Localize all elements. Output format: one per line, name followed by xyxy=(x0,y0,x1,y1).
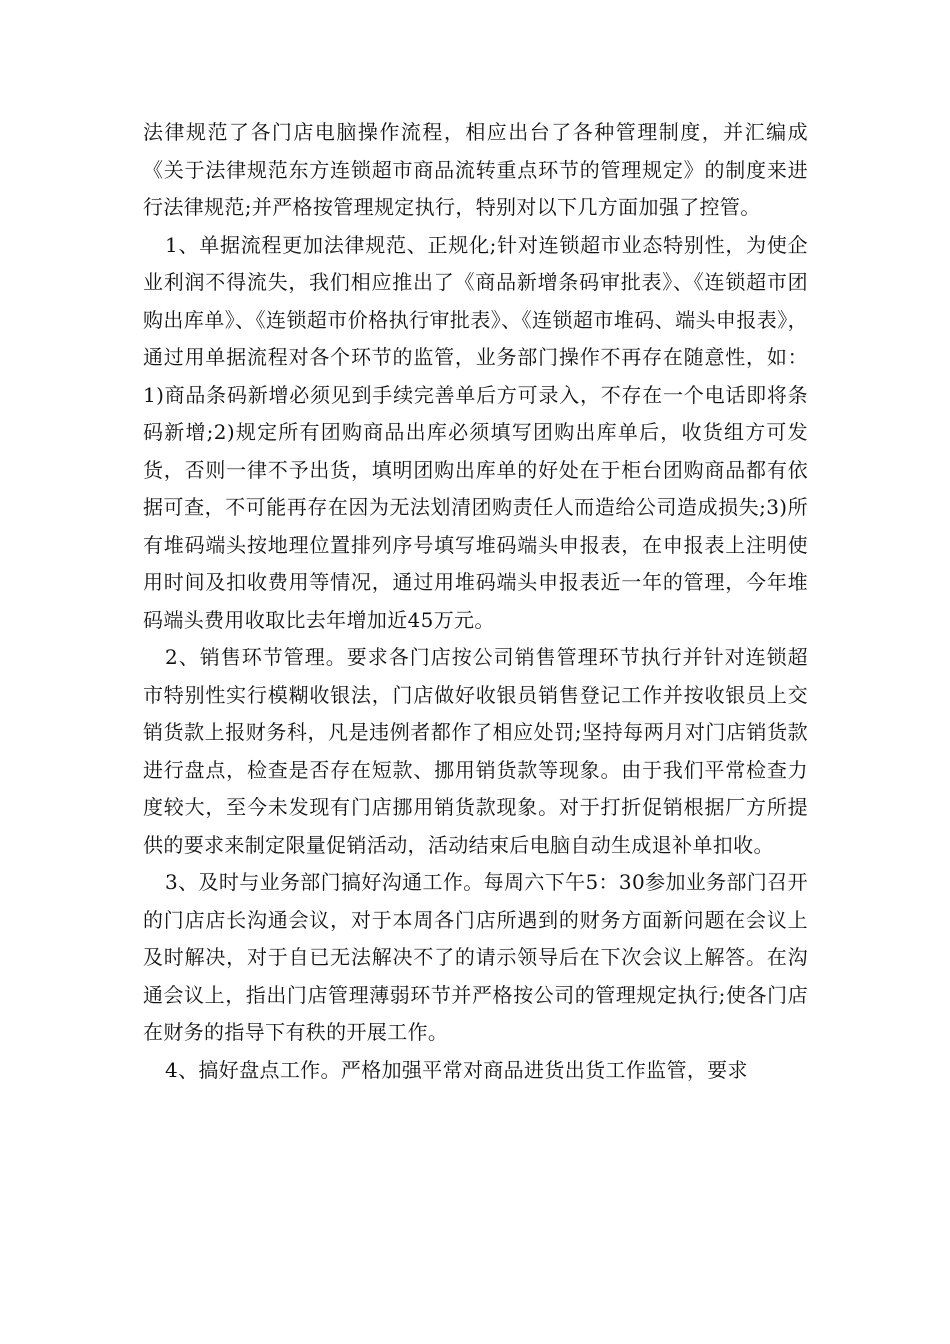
paragraph-intro: 法律规范了各门店电脑操作流程，相应出台了各种管理制度，并汇编成《关于法律规范东方连锁超市商品流转重点环节的管理规定》的制度来进行法律规范;并严格按管理规定执行，特别对以下几方面加强了控管。 xyxy=(143,120,808,219)
paragraph-item-1: 1、单据流程更加法律规范、正规化;针对连锁超市业态特别性，为使企业利润不得流失，我们相应推出了《商品新增条码审批表》、《连锁超市团购出库单》、《连锁超市价格执行审批表》、《连锁超市堆码、端头申报表》，通过用单据流程对各个环节的监管，业务部门操作不再存在随意性，如：1)商品条码新增必须见到手续完善单后方可录入，不存在一个电话即将条码新增;2)规定所有团购商品出库必须填写团购出库单后，收货组方可发货，否则一律不予出货，填明团购出库单的好处在于柜台团购商品都有依据可查，不可能再存在因为无法划清团购责任人而造给公司造成损失;3)所有堆码端头按地理位置排列序号填写堆码端头申报表，在申报表上注明使用时间及扣收费用等情况，通过用堆码端头申报表近一年的管理，今年堆码端头费用收取比去年增加近45万元。 xyxy=(143,232,808,632)
paragraph-item-2: 2、销售环节管理。要求各门店按公司销售管理环节执行并针对连锁超市特别性实行模糊收银法，门店做好收银员销售登记工作并按收银员上交销货款上报财务科，凡是违例者都作了相应处罚;坚持每两月对门店销货款进行盘点，检查是否存在短款、挪用销货款等现象。由于我们平常检查力度较大，至今未发现有门店挪用销货款现象。对于打折促销根据厂方所提供的要求来制定限量促销活动，活动结束后电脑自动生成退补单扣收。 xyxy=(143,645,808,857)
paragraph-item-4: 4、搞好盘点工作。严格加强平常对商品进货出货工作监管，要求 xyxy=(165,1057,748,1082)
paragraph-item-3: 3、及时与业务部门搞好沟通工作。每周六下午5：30参加业务部门召开的门店店长沟通会议，对于本周各门店所遇到的财务方面新问题在会议上及时解决，对于自已无法解决不了的请示领导后在下次会议上解答。在沟通会议上，指出门店管理薄弱环节并严格按公司的管理规定执行;使各门店在财务的指导下有秩的开展工作。 xyxy=(143,870,808,1044)
document-body xyxy=(143,114,808,1089)
